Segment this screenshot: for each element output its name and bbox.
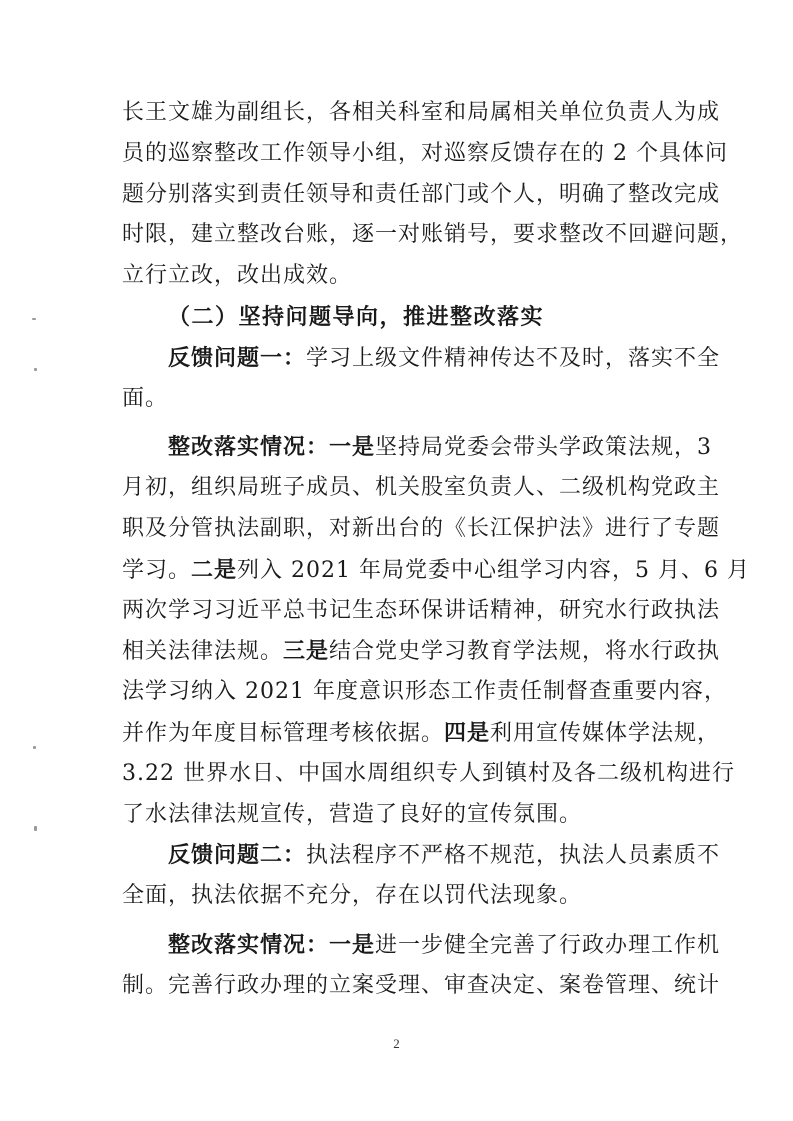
point-marker: 一是: [329, 931, 376, 958]
point-marker: 四是: [444, 719, 491, 746]
text-span: 列入 2021 年局党委中心组学习内容，5 月、6 月: [237, 557, 750, 583]
text-line: 法学习纳入 2021 年度意识形态工作责任制督查重要内容，: [122, 679, 727, 705]
text-span: 利用宣传媒体学法规，: [490, 720, 721, 746]
point-marker: 二是: [191, 556, 238, 583]
rectification-label: 整改落实情况：: [168, 434, 330, 461]
scan-speck: [34, 826, 37, 831]
text-span: 并作为年度目标管理考核依据。: [122, 720, 445, 746]
text-line: 职及分管执法副职，对新出台的《长江保护法》进行了专题: [122, 515, 721, 541]
text-line: 全面，执法依据不充分，存在以罚代法现象。: [122, 883, 583, 909]
feedback-2-label: 反馈问题二：: [168, 842, 307, 869]
text-line: 员的巡察整改工作领导小组，对巡察反馈存在的 2 个具体问: [122, 140, 728, 166]
rectification-1-line: [122, 427, 713, 468]
feedback-2-line: [122, 835, 721, 876]
section-heading: （二）坚持问题导向，推进整改落实: [168, 303, 545, 330]
rectification-label: 整改落实情况：: [168, 931, 330, 958]
scan-speck: [34, 368, 37, 371]
text-span: 结合党史学习教育学法规，将水行政执: [329, 639, 721, 665]
text-line: 了水法律法规宣传，营造了良好的宣传氛围。: [122, 801, 583, 827]
text-span: 进一步健全完善了行政办理工作机: [375, 932, 721, 958]
page-number: 2: [393, 1036, 400, 1051]
text-line: [122, 713, 721, 754]
scan-speck: [33, 746, 36, 749]
feedback-2-text: 执法程序不严格不规范，执法人员素质不: [306, 843, 721, 869]
text-line: 长王文雄为副组长，各相关科室和局属相关单位负责人为成: [122, 100, 721, 125]
text-span: 学习。: [122, 557, 192, 583]
feedback-1-text: 学习上级文件精神传达不及时，落实不全: [306, 345, 721, 371]
text-line: 题分别落实到责任领导和责任部门或个人，明确了整改完成: [122, 181, 721, 207]
point-marker: 三是: [283, 638, 330, 665]
text-line: 立行立改，改出成效。: [122, 263, 353, 289]
text-line: [122, 631, 721, 672]
document-body: [122, 93, 750, 1007]
text-line: 3.22 世界水日、中国水周组织专人到镇村及各二级机构进行: [122, 760, 735, 786]
rectification-2-line: [122, 925, 721, 966]
text-line: 时限，建立整改台账，逐一对账销号，要求整改不回避问题，: [122, 222, 744, 248]
text-span: 坚持局党委会带头学政策法规，3: [375, 435, 713, 461]
text-line: 两次学习习近平总书记生态环保讲话精神，研究水行政执法: [122, 597, 721, 623]
feedback-1-line: [122, 338, 721, 379]
feedback-1-label: 反馈问题一：: [168, 344, 307, 371]
text-line: 月初，组织局班子成员、机关股室负责人、二级机构党政主: [122, 475, 721, 501]
text-line: [122, 550, 750, 591]
scan-speck: [32, 318, 36, 320]
text-span: 相关法律法规。: [122, 639, 284, 665]
text-line: 制。完善行政办理的立案受理、审查决定、案卷管理、统计: [122, 972, 721, 998]
text-line: 面。: [122, 385, 169, 411]
point-marker: 一是: [329, 434, 376, 461]
